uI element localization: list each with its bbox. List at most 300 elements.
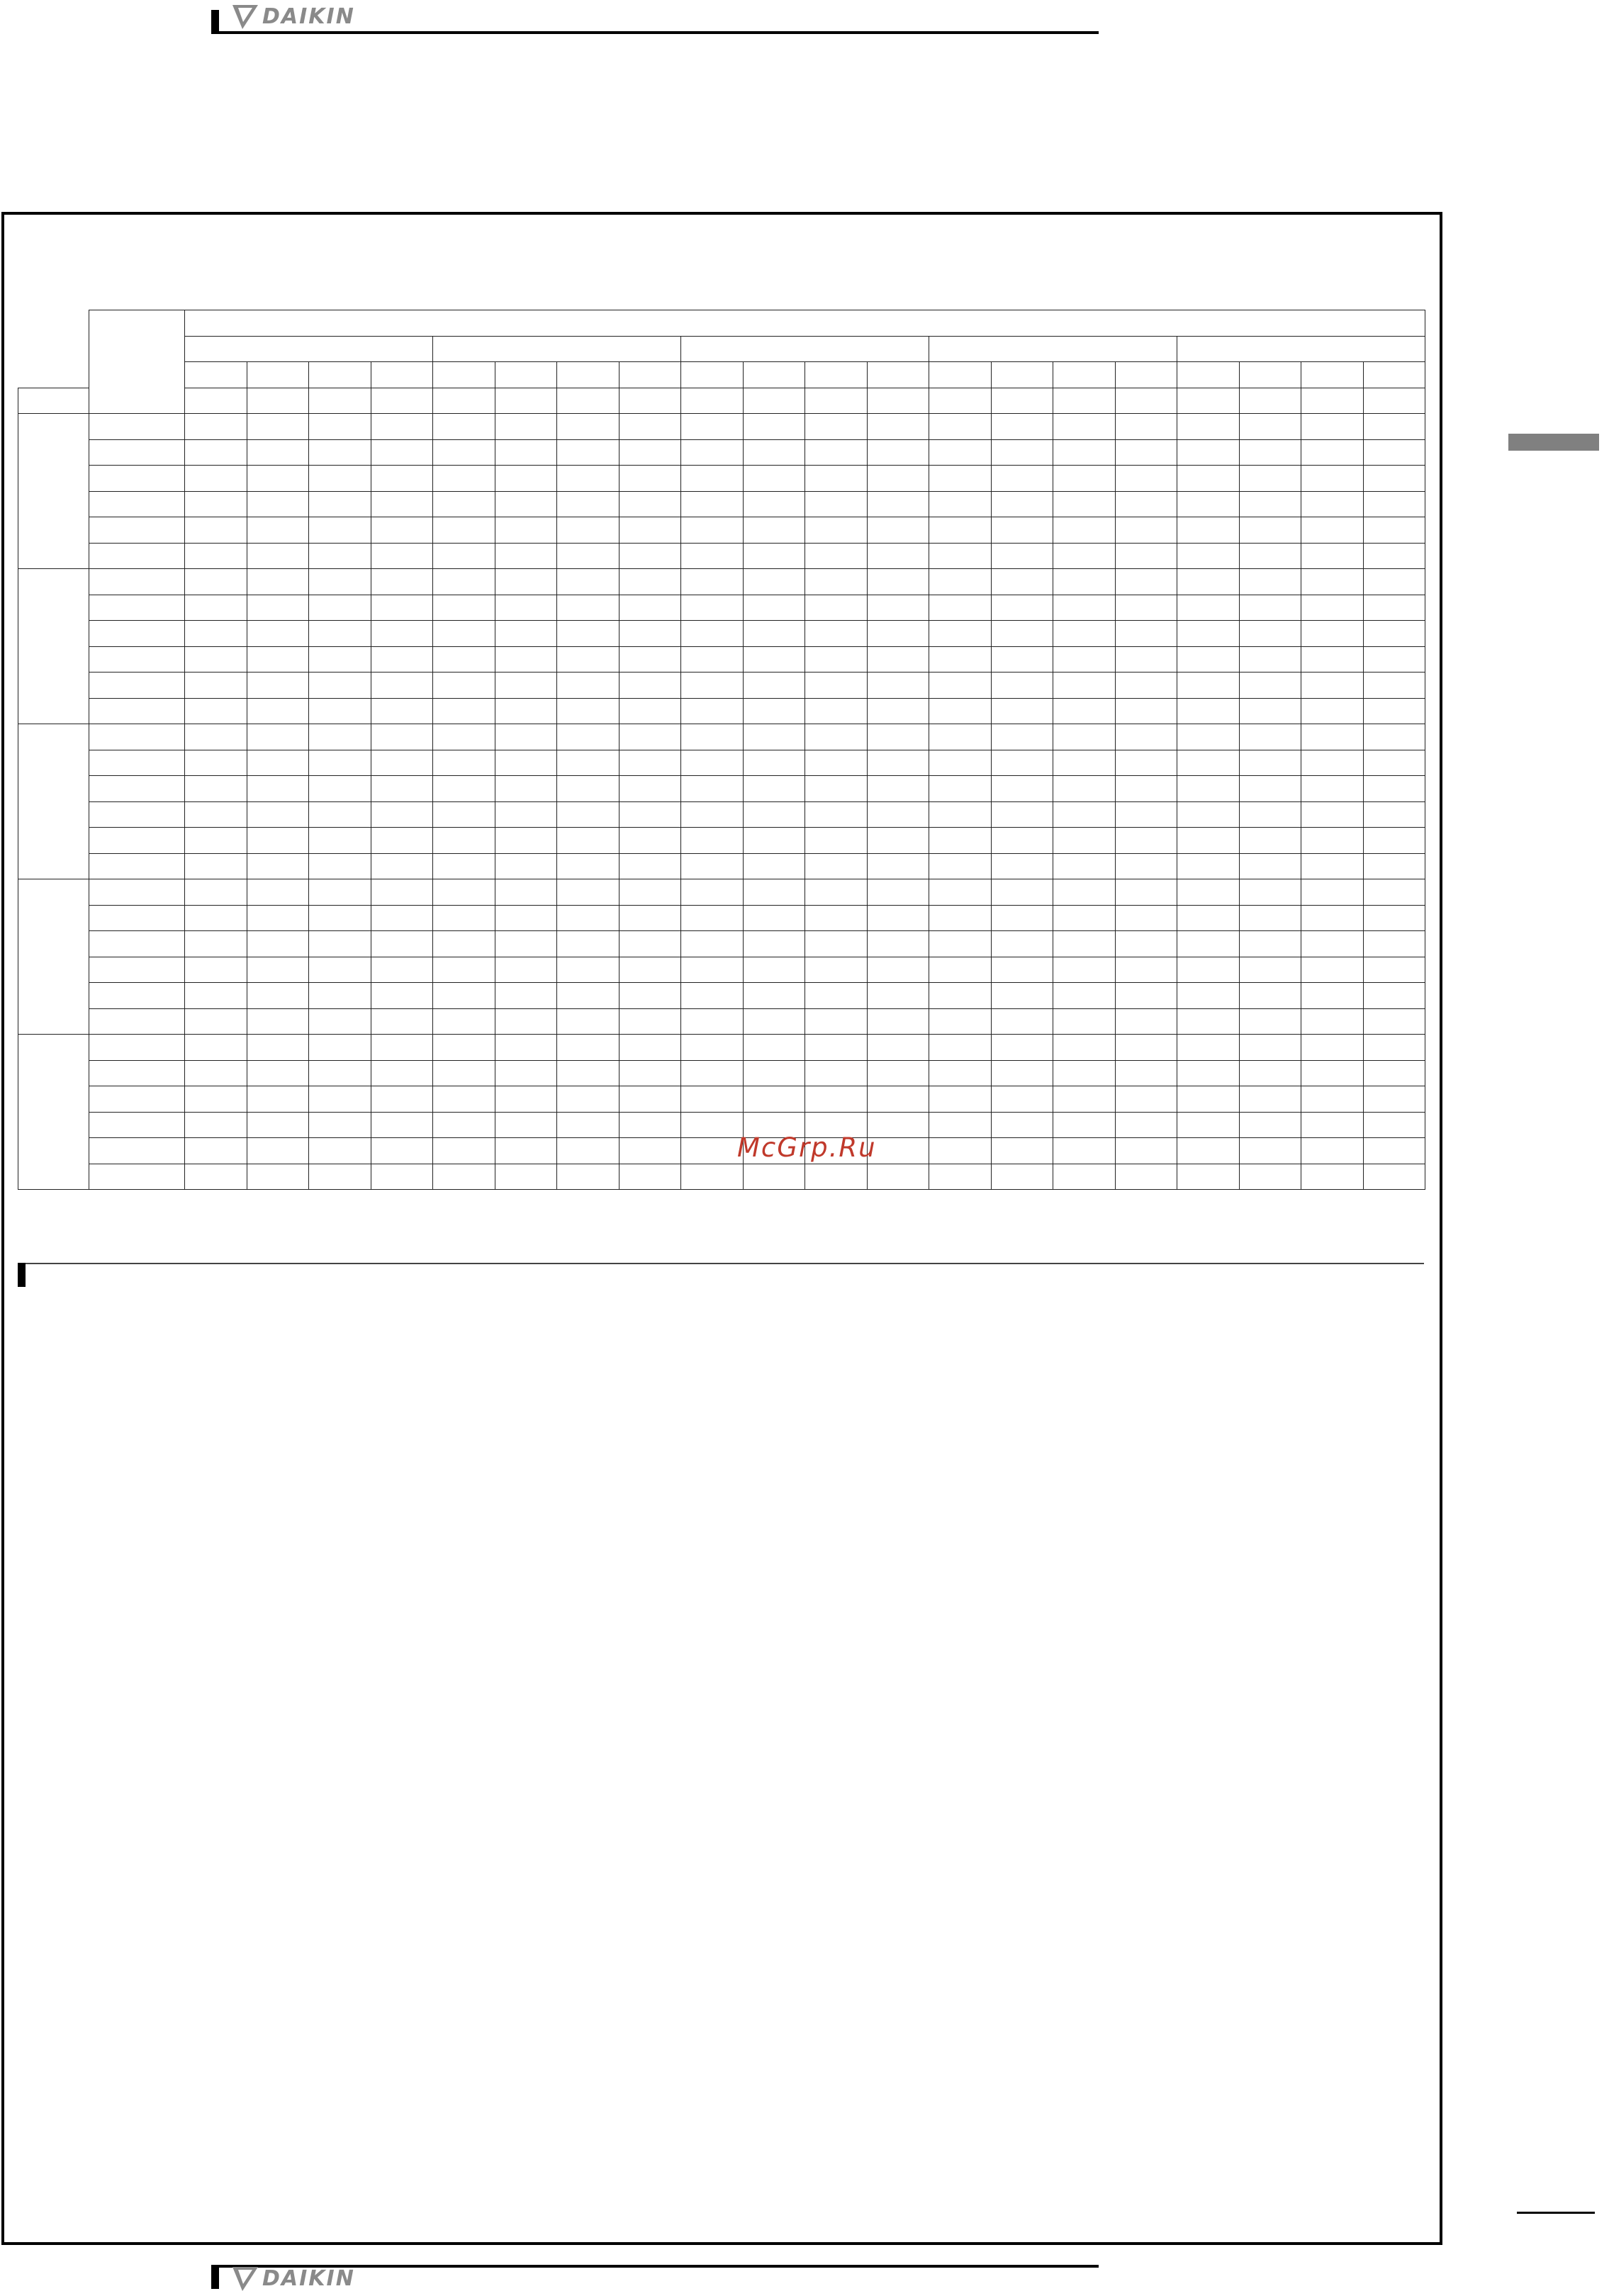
table-cell (1363, 879, 1425, 906)
table-cell (681, 621, 744, 647)
table-cell (433, 853, 495, 879)
table-cell (867, 879, 929, 906)
table-cell (1363, 931, 1425, 957)
table-cell (247, 853, 309, 879)
table-cell (247, 673, 309, 699)
table-cell (681, 931, 744, 957)
table-cell (1177, 905, 1240, 931)
table-cell (1301, 1035, 1364, 1061)
table-cell (929, 569, 992, 595)
daikin-logo-icon (232, 5, 258, 29)
table-cell (1363, 439, 1425, 466)
table-cell (743, 724, 805, 750)
table-row (18, 1086, 1425, 1113)
table-cell (557, 853, 620, 879)
table-cell (1301, 646, 1364, 673)
table-cell (1363, 1138, 1425, 1164)
row-label-cell (89, 853, 185, 879)
table-cell (805, 414, 868, 440)
row-label-cell (89, 776, 185, 802)
table-cell (185, 905, 247, 931)
table-cell (1053, 801, 1116, 828)
section-mark (18, 1263, 26, 1287)
table-cell (1053, 724, 1116, 750)
table-cell (681, 801, 744, 828)
table-cell (743, 621, 805, 647)
table-cell (1177, 983, 1240, 1009)
table-cell (1053, 569, 1116, 595)
table-cell (371, 595, 433, 621)
table-cell (1239, 879, 1301, 906)
footer-brand-text: DAIKIN (262, 2266, 355, 2291)
row-label-cell (89, 1060, 185, 1086)
table-cell (557, 1060, 620, 1086)
table-cell (929, 673, 992, 699)
table-cell (185, 1112, 247, 1138)
table-cell (867, 724, 929, 750)
table-cell (185, 466, 247, 492)
table-cell (805, 1035, 868, 1061)
table-cell (1301, 776, 1364, 802)
table-cell (1115, 439, 1177, 466)
table-cell (1239, 853, 1301, 879)
table-cell (185, 517, 247, 544)
table-cell (867, 853, 929, 879)
table-cell (1053, 853, 1116, 879)
table-cell (185, 1035, 247, 1061)
table-cell (929, 517, 992, 544)
table-cell (557, 801, 620, 828)
table-cell (1301, 414, 1364, 440)
table-header-row (18, 388, 1425, 414)
table-cell (619, 517, 681, 544)
table-cell (433, 414, 495, 440)
table-cell (1301, 724, 1364, 750)
table-cell (743, 1164, 805, 1190)
footer-brand-mark (211, 2265, 219, 2289)
table-cell (371, 853, 433, 879)
table-row (18, 439, 1425, 466)
table-cell (681, 439, 744, 466)
table-cell (495, 853, 557, 879)
table-cell (1115, 491, 1177, 517)
table-cell (1115, 983, 1177, 1009)
table-cell (743, 543, 805, 569)
table-cell (1363, 724, 1425, 750)
table-cell (371, 1008, 433, 1035)
table-cell (991, 621, 1053, 647)
table-cell (991, 439, 1053, 466)
table-cell (1301, 698, 1364, 724)
table-cell (805, 1164, 868, 1190)
table-cell (495, 724, 557, 750)
table-cell (805, 776, 868, 802)
table-cell (743, 879, 805, 906)
table-cell (619, 1138, 681, 1164)
table-cell (1363, 853, 1425, 879)
table-cell (619, 1164, 681, 1190)
table-cell (557, 646, 620, 673)
table-cell (1301, 957, 1364, 983)
table-cell (1239, 569, 1301, 595)
table-cell (805, 750, 868, 776)
table-row (18, 1008, 1425, 1035)
table-cell (557, 698, 620, 724)
table-cell (1053, 646, 1116, 673)
table-cell (867, 1164, 929, 1190)
table-cell (1301, 983, 1364, 1009)
table-cell (309, 595, 371, 621)
table-cell (309, 1086, 371, 1113)
table-cell (1115, 1086, 1177, 1113)
table-row (18, 698, 1425, 724)
table-cell (743, 439, 805, 466)
table-cell (1115, 646, 1177, 673)
table-cell (309, 673, 371, 699)
table-cell (1363, 1035, 1425, 1061)
table-cell (433, 931, 495, 957)
table-cell (247, 595, 309, 621)
table-cell (619, 853, 681, 879)
table-cell (681, 595, 744, 621)
table-cell (185, 543, 247, 569)
table-cell (309, 543, 371, 569)
table-cell (805, 957, 868, 983)
table-cell (1363, 414, 1425, 440)
table-cell (371, 414, 433, 440)
table-cell (1053, 517, 1116, 544)
table-cell (557, 776, 620, 802)
table-cell (309, 646, 371, 673)
table-cell (1177, 828, 1240, 854)
table-cell (1363, 1060, 1425, 1086)
table-cell (185, 1164, 247, 1190)
table-header-cell (18, 388, 89, 414)
table-cell (1177, 698, 1240, 724)
table-row (18, 1112, 1425, 1138)
table-cell (1301, 1060, 1364, 1086)
table-cell (619, 569, 681, 595)
table-cell (1301, 1138, 1364, 1164)
table-cell (247, 776, 309, 802)
table-cell (991, 750, 1053, 776)
table-cell (185, 414, 247, 440)
table-cell (371, 957, 433, 983)
table-cell (1053, 543, 1116, 569)
table-cell (1177, 724, 1240, 750)
table-cell (185, 931, 247, 957)
daikin-logo-icon (232, 2267, 258, 2291)
table-cell (1115, 724, 1177, 750)
row-label-cell (89, 595, 185, 621)
table-cell (1053, 1035, 1116, 1061)
table-cell (433, 983, 495, 1009)
table-cell (371, 1138, 433, 1164)
table-cell (867, 957, 929, 983)
table-cell (1239, 931, 1301, 957)
table-cell (619, 879, 681, 906)
table-cell (185, 724, 247, 750)
row-group-cell (18, 879, 89, 1035)
table-cell (1239, 905, 1301, 931)
table-cell (991, 776, 1053, 802)
table-cell (433, 1112, 495, 1138)
table-cell (557, 828, 620, 854)
table-cell (1301, 853, 1364, 879)
table-cell (929, 543, 992, 569)
table-cell (557, 750, 620, 776)
table-cell (867, 1035, 929, 1061)
table-cell (1301, 439, 1364, 466)
table-header-cell (1177, 336, 1425, 362)
table-header-row (18, 362, 1425, 388)
table-cell (247, 931, 309, 957)
table-cell (991, 1112, 1053, 1138)
table-row (18, 646, 1425, 673)
table-cell (867, 414, 929, 440)
table-cell (1363, 646, 1425, 673)
table-cell (433, 466, 495, 492)
table-cell (929, 750, 992, 776)
table-cell (1115, 414, 1177, 440)
row-label-cell (89, 543, 185, 569)
table-cell (1115, 879, 1177, 906)
table-cell (1301, 491, 1364, 517)
table-cell (1053, 1086, 1116, 1113)
table-cell (681, 569, 744, 595)
table-header-cell (929, 336, 1177, 362)
table-cell (557, 905, 620, 931)
table-cell (1177, 621, 1240, 647)
table-cell (185, 595, 247, 621)
table-cell (1053, 957, 1116, 983)
table-cell (619, 931, 681, 957)
table-cell (557, 1035, 620, 1061)
table-cell (557, 957, 620, 983)
table-cell (1177, 931, 1240, 957)
table-cell (991, 1086, 1053, 1113)
table-cell (495, 1008, 557, 1035)
table-row (18, 517, 1425, 544)
table-cell (309, 853, 371, 879)
row-label-cell (89, 931, 185, 957)
watermark: McGrp.Ru (737, 1132, 877, 1163)
table-cell (371, 517, 433, 544)
table-cell (743, 646, 805, 673)
table-cell (1177, 491, 1240, 517)
table-cell (557, 724, 620, 750)
table-cell (1177, 1086, 1240, 1113)
table-cell (495, 983, 557, 1009)
row-label-cell (89, 621, 185, 647)
table-cell (557, 569, 620, 595)
table-cell (1239, 466, 1301, 492)
table-header-cell (681, 336, 929, 362)
row-group-cell (18, 1035, 89, 1190)
table-cell (1363, 905, 1425, 931)
table-cell (867, 439, 929, 466)
table-row (18, 905, 1425, 931)
table-cell (1177, 750, 1240, 776)
table-cell (619, 621, 681, 647)
table-row (18, 1164, 1425, 1190)
table-cell (929, 828, 992, 854)
table-cell (309, 1112, 371, 1138)
table-cell (1177, 1035, 1240, 1061)
table-header-cell (185, 336, 433, 362)
table-cell (1053, 595, 1116, 621)
table-cell (1301, 1112, 1364, 1138)
table-cell (867, 491, 929, 517)
table-cell (433, 1035, 495, 1061)
table-cell (371, 698, 433, 724)
table-cell (1053, 466, 1116, 492)
table-cell (929, 491, 992, 517)
table-cell (1301, 828, 1364, 854)
table-cell (681, 1008, 744, 1035)
table-cell (867, 673, 929, 699)
table-cell (1363, 750, 1425, 776)
table-cell (867, 1086, 929, 1113)
table-cell (1115, 1060, 1177, 1086)
table-cell (1363, 673, 1425, 699)
table-cell (743, 414, 805, 440)
table-cell (495, 905, 557, 931)
table-cell (1177, 1164, 1240, 1190)
table-cell (309, 1035, 371, 1061)
table-cell (495, 879, 557, 906)
table-cell (371, 1086, 433, 1113)
table-cell (805, 828, 868, 854)
table-cell (371, 905, 433, 931)
header-brand-mark (211, 10, 219, 34)
table-cell (991, 1138, 1053, 1164)
table-cell (929, 957, 992, 983)
table-cell (1053, 1060, 1116, 1086)
table-cell (247, 957, 309, 983)
table-cell (681, 414, 744, 440)
table-cell (743, 1008, 805, 1035)
table-cell (247, 1112, 309, 1138)
row-label-cell (89, 1112, 185, 1138)
table-cell (929, 776, 992, 802)
table-cell (557, 879, 620, 906)
row-label-cell (89, 1164, 185, 1190)
table-cell (1239, 491, 1301, 517)
table-cell (1053, 414, 1116, 440)
table-cell (371, 621, 433, 647)
table-cell (929, 931, 992, 957)
spec-table (18, 310, 1425, 1190)
table-cell (1115, 569, 1177, 595)
table-cell (1239, 776, 1301, 802)
table-cell (247, 750, 309, 776)
table-cell (433, 1008, 495, 1035)
header-brand-text: DAIKIN (262, 4, 355, 29)
table-cell (557, 1008, 620, 1035)
table-cell (1053, 491, 1116, 517)
table-cell (867, 466, 929, 492)
table-cell (681, 698, 744, 724)
table-cell (867, 646, 929, 673)
table-cell (371, 1164, 433, 1190)
row-label-cell (89, 1035, 185, 1061)
table-cell (805, 1060, 868, 1086)
table-cell (1115, 517, 1177, 544)
table-cell (929, 439, 992, 466)
table-cell (991, 569, 1053, 595)
table-cell (867, 1060, 929, 1086)
table-cell (805, 905, 868, 931)
table-cell (1239, 1086, 1301, 1113)
table-cell (371, 801, 433, 828)
table-cell (1053, 983, 1116, 1009)
table-header-cell (89, 310, 185, 414)
table-cell (1363, 776, 1425, 802)
table-cell (1301, 1008, 1364, 1035)
table-cell (1115, 801, 1177, 828)
table-cell (1301, 543, 1364, 569)
table-cell (681, 750, 744, 776)
table-cell (433, 621, 495, 647)
table-cell (991, 1008, 1053, 1035)
header-rule (219, 31, 1099, 34)
table-cell (185, 828, 247, 854)
table-cell (309, 957, 371, 983)
table-cell (929, 646, 992, 673)
table-cell (619, 724, 681, 750)
table-cell (991, 517, 1053, 544)
table-cell (743, 931, 805, 957)
table-cell (433, 698, 495, 724)
table-cell (309, 801, 371, 828)
table-cell (1363, 517, 1425, 544)
table-corner (18, 310, 89, 337)
table-row (18, 776, 1425, 802)
table-cell (185, 853, 247, 879)
row-label-cell (89, 698, 185, 724)
table-cell (1239, 595, 1301, 621)
table-cell (991, 1060, 1053, 1086)
table-cell (557, 673, 620, 699)
table-cell (1239, 1008, 1301, 1035)
table-row (18, 466, 1425, 492)
table-cell (867, 776, 929, 802)
table-cell (619, 414, 681, 440)
table-cell (619, 801, 681, 828)
row-label-cell (89, 828, 185, 854)
table-cell (805, 724, 868, 750)
table-cell (185, 621, 247, 647)
table-cell (1363, 1008, 1425, 1035)
table-row (18, 983, 1425, 1009)
table-cell (929, 801, 992, 828)
table-cell (805, 517, 868, 544)
table-cell (247, 828, 309, 854)
table-cell (309, 466, 371, 492)
table-header-row (18, 310, 1425, 337)
table-cell (1053, 776, 1116, 802)
table-cell (433, 569, 495, 595)
table-cell (433, 595, 495, 621)
table-cell (1115, 698, 1177, 724)
table-cell (185, 1138, 247, 1164)
table-cell (1363, 543, 1425, 569)
table-cell (185, 879, 247, 906)
table-cell (495, 517, 557, 544)
table-cell (743, 983, 805, 1009)
table-cell (1301, 931, 1364, 957)
